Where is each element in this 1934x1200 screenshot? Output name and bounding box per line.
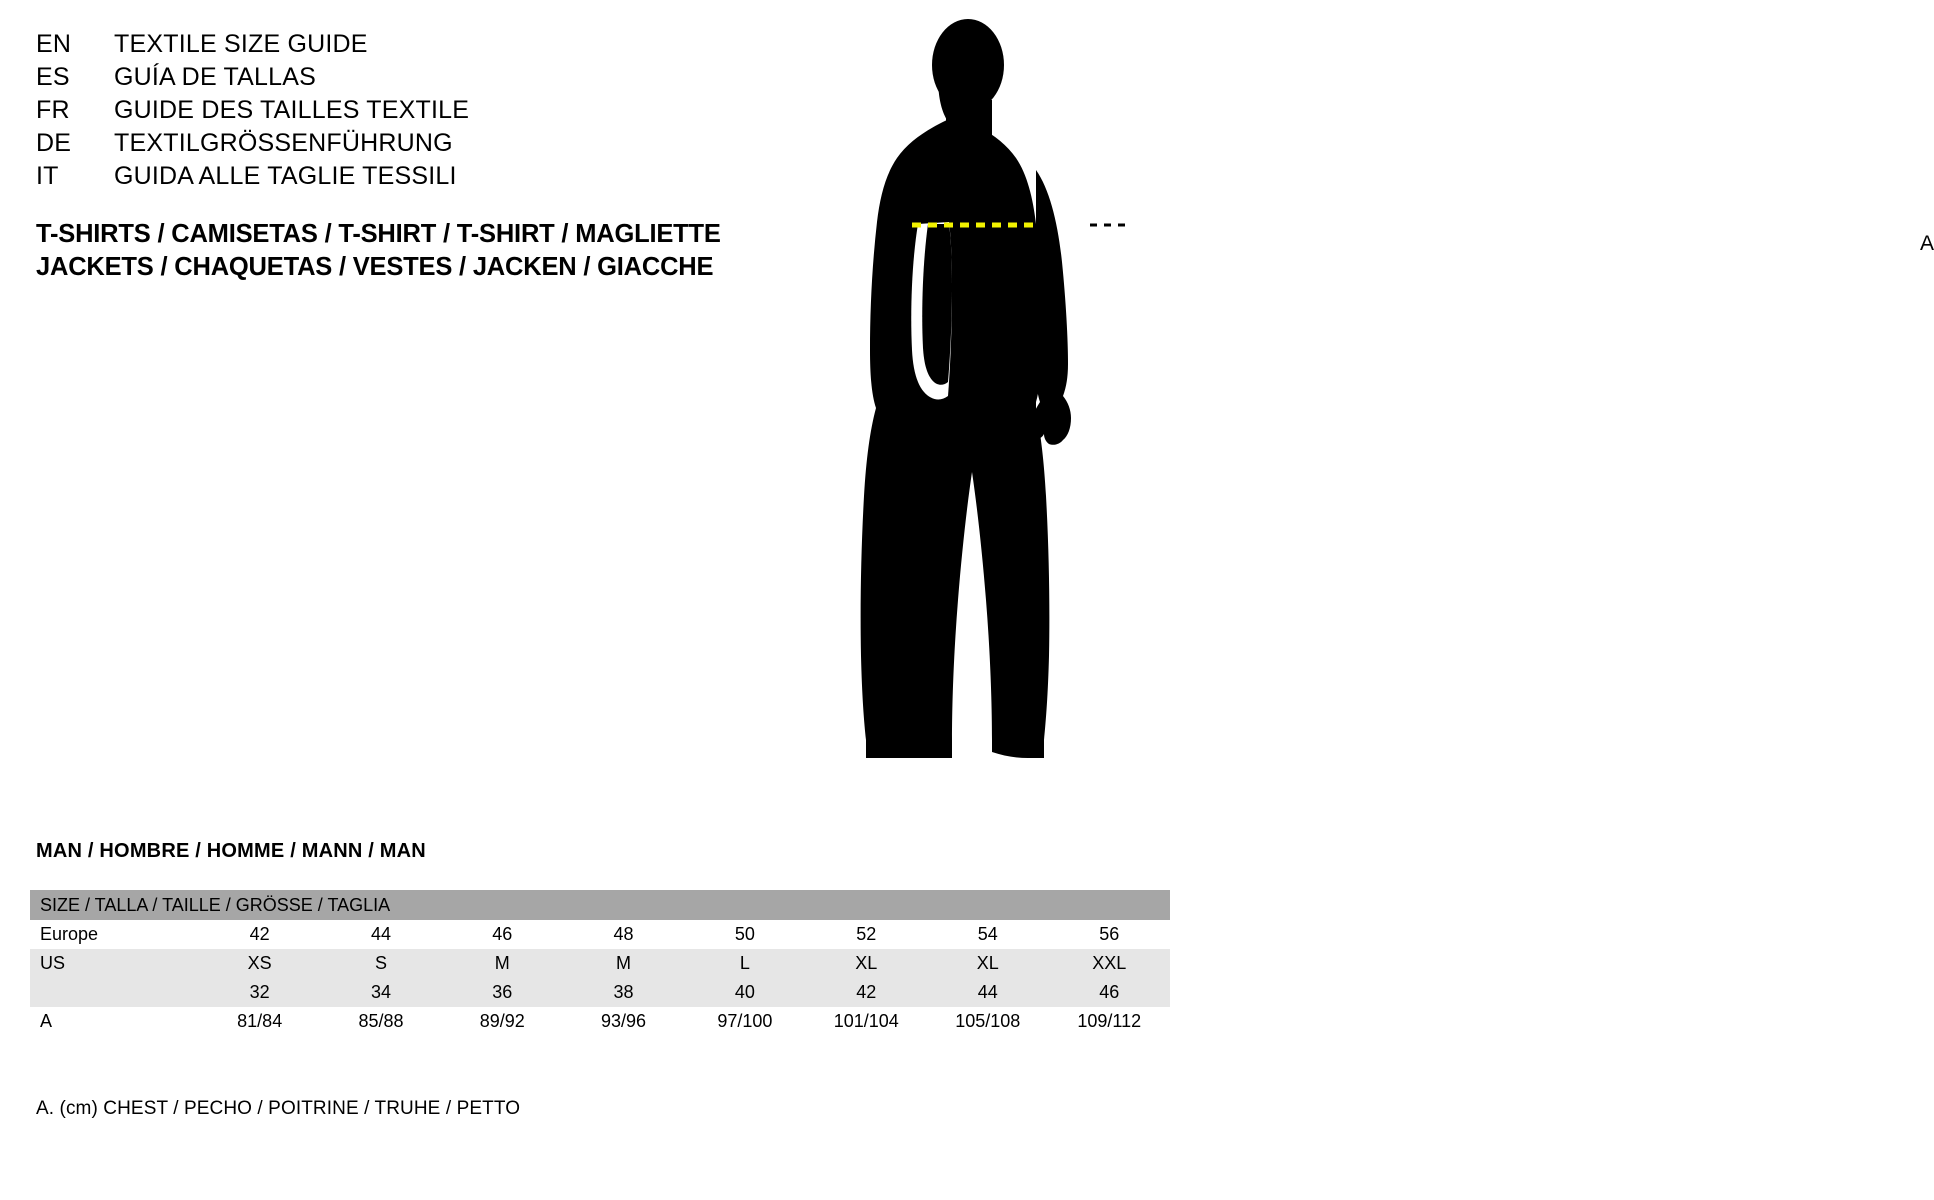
category-jackets: JACKETS / CHAQUETAS / VESTES / JACKEN / GIACCHE [36, 253, 714, 281]
cell: M [442, 949, 563, 978]
cell: 93/96 [563, 1007, 684, 1036]
cell: 101/104 [806, 1007, 927, 1036]
footnote-chest: A. (cm) CHEST / PECHO / POITRINE / TRUHE / PETTO [36, 1098, 521, 1119]
language-title: GUIDE DES TAILLES TEXTILE [114, 96, 470, 124]
cell: 32 [199, 978, 320, 1007]
table-row [30, 949, 1170, 978]
cell: 50 [684, 920, 805, 949]
language-code: FR [36, 96, 70, 124]
cell: 44 [927, 978, 1048, 1007]
cell: M [563, 949, 684, 978]
language-row [36, 162, 756, 195]
table-row [30, 1007, 1170, 1036]
language-code: DE [36, 129, 72, 157]
measure-label-a: A [1920, 232, 1934, 255]
cell: XS [199, 949, 320, 978]
section-heading-man: MAN / HOMBRE / HOMME / MANN / MAN [36, 840, 426, 862]
language-title: GUÍA DE TALLAS [114, 63, 316, 91]
row-label [30, 978, 199, 1007]
cell: 44 [320, 920, 441, 949]
cell: 54 [927, 920, 1048, 949]
row-label: Europe [30, 920, 199, 949]
category-list [36, 218, 796, 284]
cell: 109/112 [1048, 1007, 1170, 1036]
category-tshirts: T-SHIRTS / CAMISETAS / T-SHIRT / T-SHIRT / MAGLIETTE [36, 220, 721, 248]
language-row [36, 30, 756, 63]
table-row [30, 920, 1170, 949]
man-silhouette-figure [800, 10, 1934, 790]
row-label: A [30, 1007, 199, 1036]
cell: 56 [1048, 920, 1170, 949]
language-code: ES [36, 63, 70, 91]
cell: 52 [806, 920, 927, 949]
cell: 46 [442, 920, 563, 949]
cell: XXL [1048, 949, 1170, 978]
cell: 81/84 [199, 1007, 320, 1036]
cell: 85/88 [320, 1007, 441, 1036]
cell: 42 [199, 920, 320, 949]
cell: S [320, 949, 441, 978]
language-title: GUIDA ALLE TAGLIE TESSILI [114, 162, 457, 190]
cell: 36 [442, 978, 563, 1007]
table-row [30, 978, 1170, 1007]
cell: 89/92 [442, 1007, 563, 1036]
cell: 40 [684, 978, 805, 1007]
cell: 105/108 [927, 1007, 1048, 1036]
cell: XL [927, 949, 1048, 978]
cell: 97/100 [684, 1007, 805, 1036]
language-titles [36, 30, 756, 195]
row-label: US [30, 949, 199, 978]
language-row [36, 63, 756, 96]
cell: L [684, 949, 805, 978]
table-header-label: SIZE / TALLA / TAILLE / GRÖSSE / TAGLIA [40, 894, 391, 915]
language-code: IT [36, 162, 59, 190]
cell: XL [806, 949, 927, 978]
language-title: TEXTILE SIZE GUIDE [114, 30, 368, 58]
man-silhouette-icon [800, 10, 1180, 790]
language-row [36, 129, 756, 162]
cell: 46 [1048, 978, 1170, 1007]
language-code: EN [36, 30, 72, 58]
language-title: TEXTILGRÖSSENFÜHRUNG [114, 129, 453, 157]
cell: 38 [563, 978, 684, 1007]
cell: 48 [563, 920, 684, 949]
size-table [30, 890, 1170, 1036]
cell: 42 [806, 978, 927, 1007]
table-header-row [30, 890, 1170, 920]
language-row [36, 96, 756, 129]
cell: 34 [320, 978, 441, 1007]
